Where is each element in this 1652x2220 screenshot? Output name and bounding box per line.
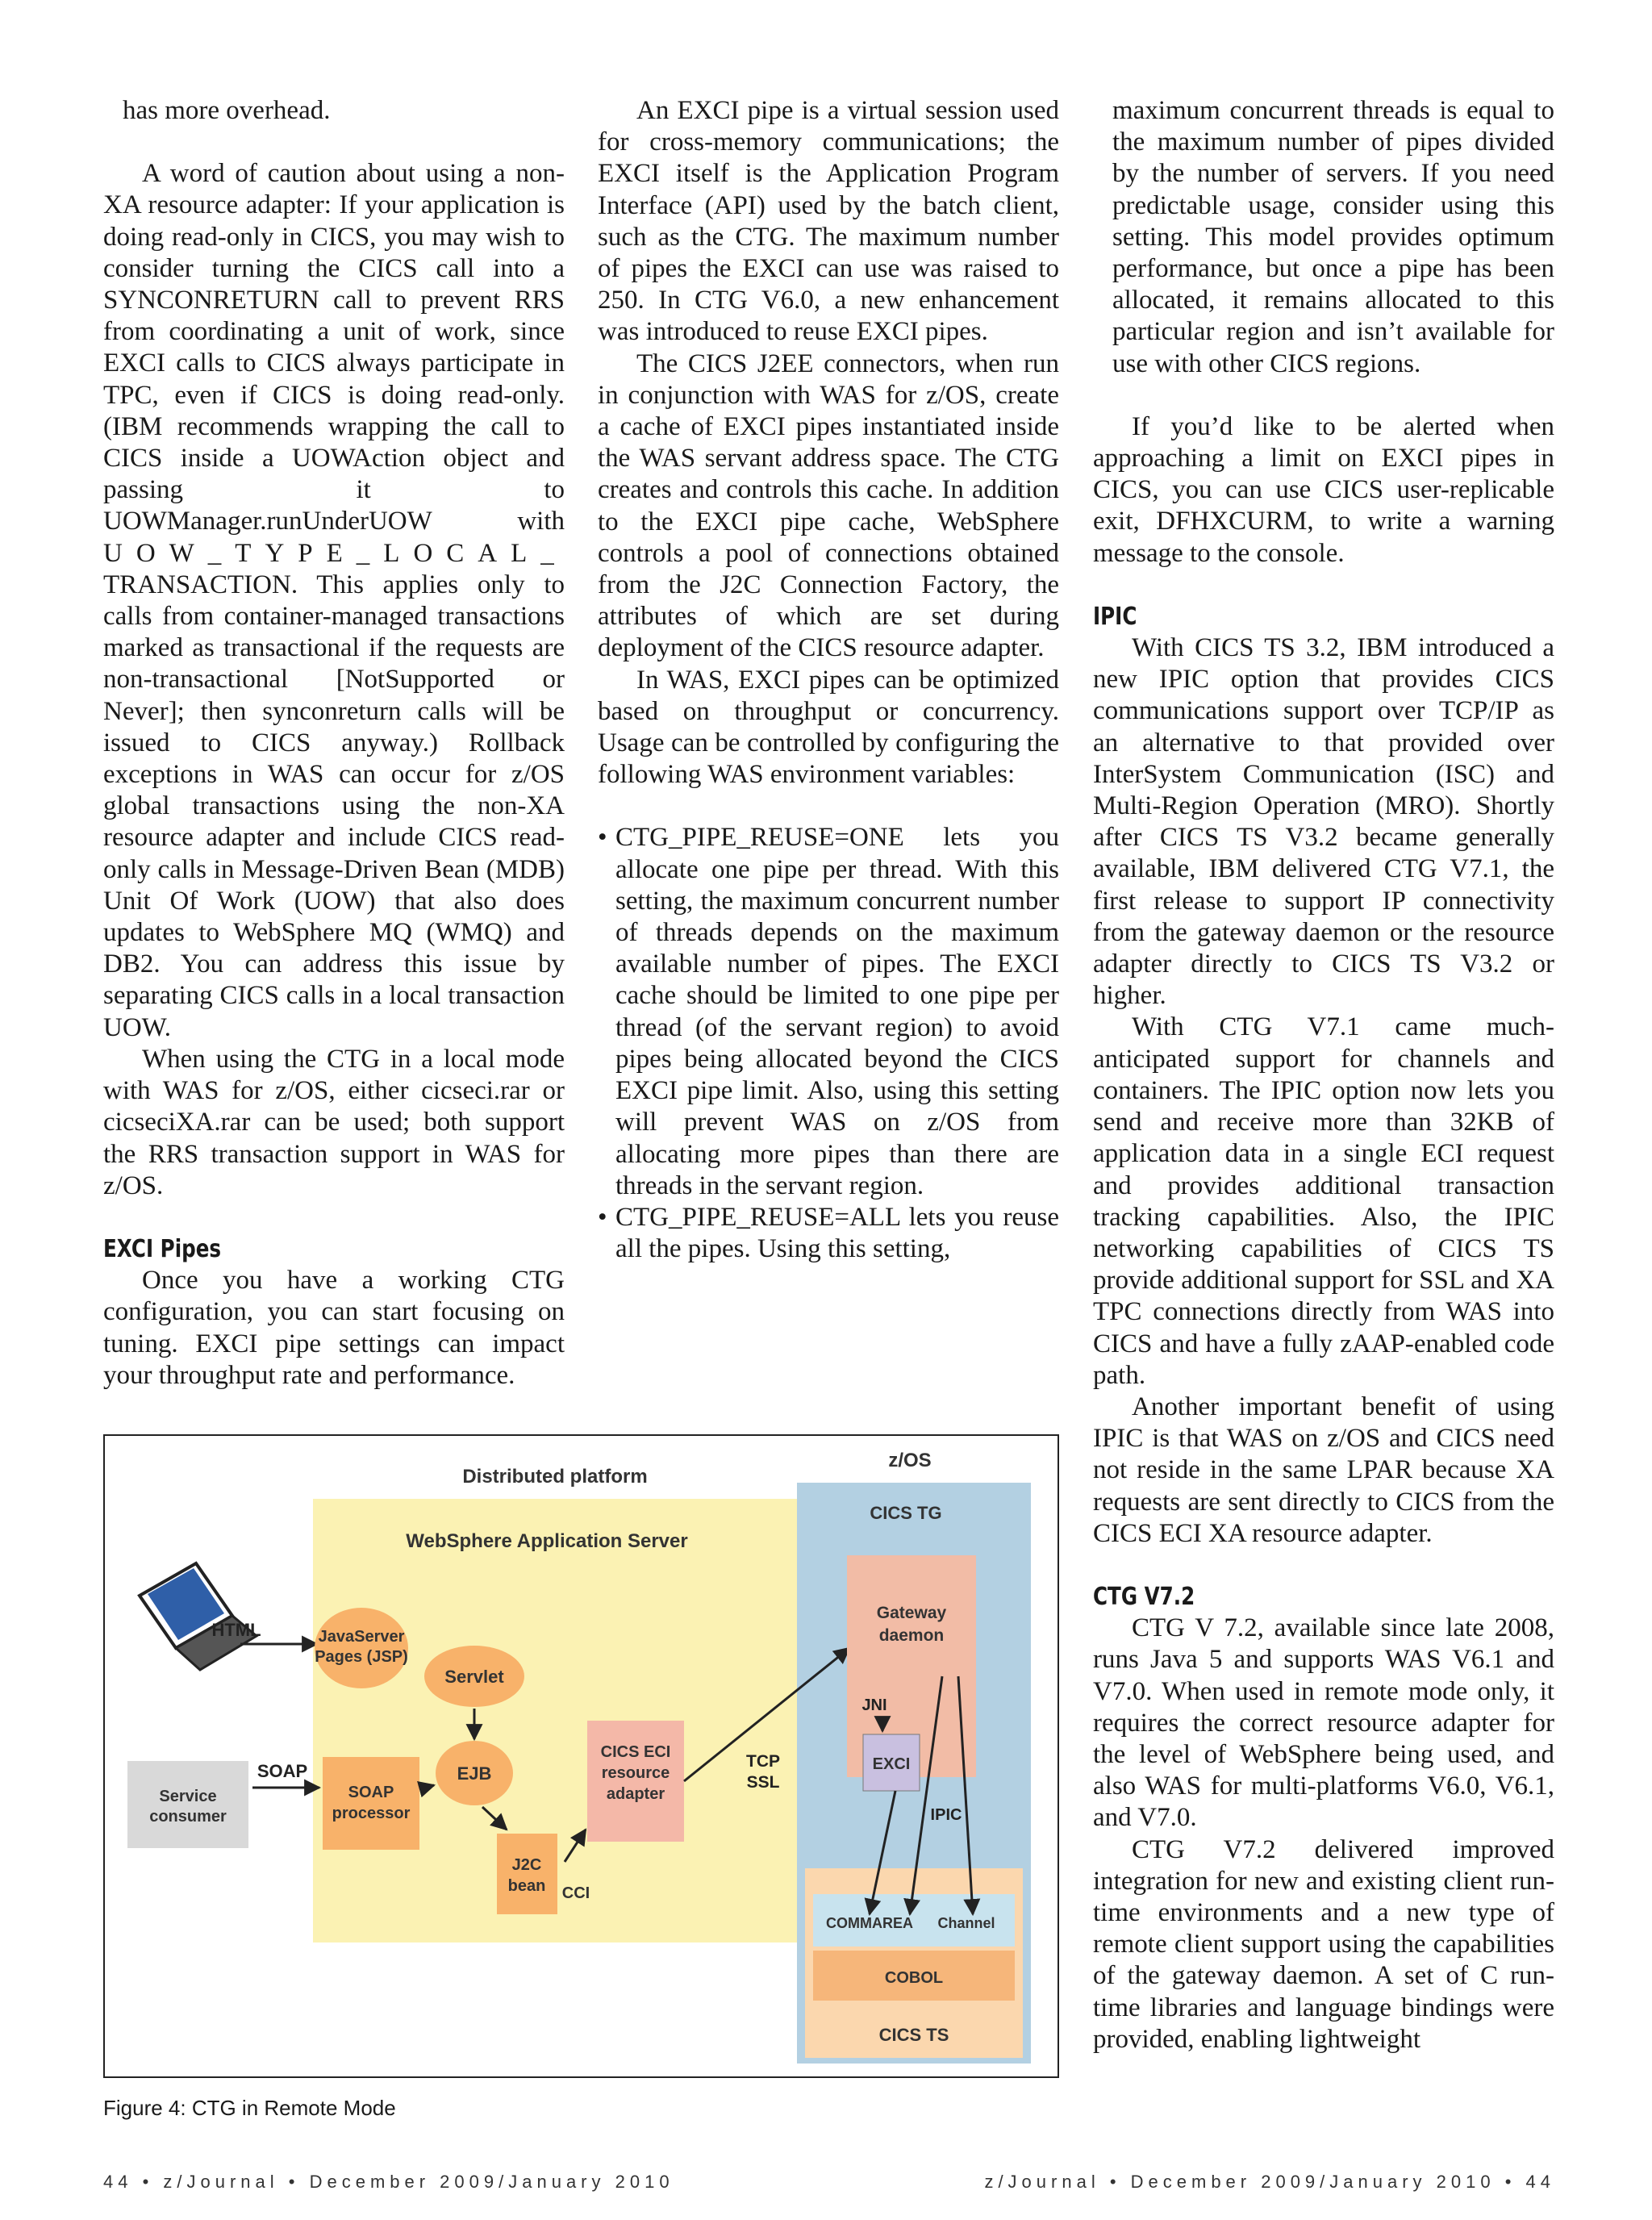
paragraph: When using the CTG in a local mode with WAS for z/OS, either cicseci.rar or cicseciXA.rar can be used; both support the RRS transaction support in WAS for z/OS.	[103, 1044, 565, 1200]
footer-left: 44 • z/Journal • December 2009/January 2010	[103, 2172, 674, 2192]
jni-label: JNI	[861, 1696, 887, 1714]
paragraph-text: A word of caution about using a non-XA resource adapter: If your application is doing read-only in CICS, you may wish to consider turning the CICS call into a SYNCONRETURN call to prevent RRS from coordinating a unit of work, since EXCI calls to CICS always participate in TPC, even if CICS is doing read-only. (IBM recommends wrapping the call to CICS inside a UOWAction object and passing it to UOWManager.runUnderUOW with	[103, 159, 565, 536]
soap-processor-line1: SOAP	[348, 1784, 394, 1801]
text-column-1	[103, 95, 568, 1392]
paragraph: The CICS J2EE connectors, when run in conjunction with WAS for z/OS, create a cache of EXCI pipes instantiated inside the WAS servant address space. The CTG creates and controls this cache. In addition to the EXCI pipe cache, WebSphere controls a pool of connections obtained from the J2C Connection Factory, the attributes of which are set during deployment of the CICS resource adapter.	[598, 348, 1059, 663]
list-item: • CTG_PIPE_REUSE=ONE lets you allocate one pipe per thread. With this setting, the maximum concurrent number of threads depends on the maximum available number of pipes. The EXCI cache should be limited to one pipe per thread (of the servant region) to avoid pipes being allocated beyond the CICS EXCI pipe limit. Also, using this setting will prevent WAS on z/OS from allocating more pipes than there are threads in the servant region.	[598, 822, 1059, 1201]
section-heading-ctg-v72: CTG V7.2	[1093, 1582, 1195, 1611]
paragraph	[103, 158, 568, 1044]
paragraph-text: UOW_TYPE_LOCAL_	[103, 538, 568, 568]
gateway-line1: Gateway	[876, 1604, 947, 1622]
paragraph: CTG V 7.2, available since late 2008, runs Java 5 and supports WAS V6.1 and V7.0. When used in remote mode only, it requires the correct resource adapter for the level of WebSphere being used, and also WAS for multi-platforms V6.0, V6.1, and V7.0.	[1093, 1613, 1554, 1833]
j2c-line1: J2C	[511, 1856, 542, 1874]
html-label: HTML	[211, 1620, 261, 1640]
architecture-diagram	[103, 1434, 1059, 2078]
figure-caption: Figure 4: CTG in Remote Mode	[103, 2096, 396, 2120]
cci-label: CCI	[561, 1884, 590, 1902]
paragraph: has more overhead.	[123, 96, 331, 125]
paragraph: Once you have a working CTG configuration, you can start focusing on tuning. EXCI pipe settings can impact your throughput rate and performance.	[103, 1266, 565, 1390]
websphere-region	[313, 1499, 845, 1942]
footer-right: z/Journal • December 2009/January 2010 • 44	[984, 2172, 1555, 2192]
channel-label: Channel	[937, 1915, 995, 1931]
ipic-label: IPIC	[930, 1806, 962, 1824]
soap-processor-line2: processor	[332, 1805, 411, 1822]
paragraph: An EXCI pipe is a virtual session used for cross-memory communications; the EXCI itself is the Application Program Interface (API) used by the batch client, such as the CTG. The maximum number of pipes the EXCI can use was raised to 250. In CTG V6.0, a new enhancement was introduced to reuse EXCI pipes.	[598, 96, 1059, 347]
text-column-3	[1093, 95, 1554, 2055]
service-consumer-line1: Service	[159, 1788, 217, 1805]
ejb-label: EJB	[457, 1763, 492, 1784]
section-heading-ipic: IPIC	[1093, 602, 1137, 631]
paragraph: maximum concurrent threads is equal to the maximum number of pipes divided by the number of servers. If you need predictable usage, consider using this setting. This model provides optimum performance, but once a pipe has been allocated, it remains allocated to this particular region and isn’t available for use with other CICS regions.	[1112, 96, 1554, 378]
paragraph: In WAS, EXCI pipes can be optimized based on throughput or concurrency. Usage can be controlled by configuring the following WAS environment variables:	[598, 665, 1059, 790]
was-label: WebSphere Application Server	[406, 1530, 688, 1552]
j2c-bean-node	[497, 1834, 557, 1914]
cobol-label: COBOL	[884, 1969, 944, 1987]
paragraph: With CTG V7.1 came much-anticipated support for channels and containers. The IPIC option now lets you send and receive more than 32KB of application data in a single ECI request and provides additional transaction tracking capabilities. Also, the IPIC networking capabilities of CICS TS provide additional support for SSL and XA TPC connections directly from WAS into CICS and have a fully zAAP-enabled code path.	[1093, 1012, 1554, 1390]
jsp-label-line2: Pages (JSP)	[315, 1648, 408, 1666]
tcp-label: TCP	[746, 1752, 780, 1771]
servlet-label: Servlet	[444, 1667, 504, 1687]
commarea-label: COMMAREA	[826, 1915, 913, 1931]
j2c-line2: bean	[507, 1877, 546, 1895]
cics-tg-label: CICS TG	[870, 1503, 942, 1523]
soap-processor-node	[323, 1757, 419, 1850]
cics-eci-line1: CICS ECI	[600, 1743, 671, 1761]
cics-ts-label: CICS TS	[878, 2025, 949, 2045]
bullet-list	[598, 822, 1059, 1265]
paragraph: If you’d like to be alerted when approaching a limit on EXCI pipes in CICS, you can use CICS user-replicable exit, DFHXCURM, to write a warning message to the console.	[1093, 411, 1554, 568]
jsp-label-line1: JavaServer	[318, 1628, 405, 1646]
soap-label: SOAP	[257, 1761, 308, 1781]
section-heading-exci-pipes: EXCI Pipes	[103, 1234, 222, 1263]
distributed-platform-label: Distributed platform	[462, 1466, 648, 1488]
paragraph-text: TRANSACTION. This applies only to calls from container-managed transactions marked as transactional if the requests are non-transactional [NotSupported or Never]; then synconreturn calls will be issued to CICS anyway.) Rollback exceptions in WAS can occur for z/OS global transactions using the non-XA resource adapter and include CICS read-only calls in Message-Driven Bean (MDB) Unit Of Work (UOW) that also does updates to WebSphere MQ (WMQ) and DB2. You can address this issue by separating CICS calls in a local transaction UOW.	[103, 570, 565, 1042]
paragraph: CTG V7.2 delivered improved integration for new and existing client run-time environments and a new type of remote client support using the capabilities of the gateway daemon. A set of C run-time libraries and language bindings were provided, enabling lightweight	[1093, 1834, 1554, 2054]
paragraph: Another important benefit of using IPIC is that WAS on z/OS and CICS need not reside in the same LPAR because XA requests are sent directly to CICS from the CICS ECI XA resource adapter.	[1093, 1392, 1554, 1548]
paragraph: With CICS TS 3.2, IBM introduced a new IPIC option that provides CICS communications support over TCP/IP as an alternative to that provided over InterSystem Communication (ISC) and Multi-Region Operation (MRO). Shortly after CICS TS V3.2 became generally available, IBM delivered CTG V7.1, the first release to support IP connectivity from the gateway daemon or the resource adapter directly to CICS TS V3.2 or higher.	[1093, 633, 1554, 1011]
text-column-2	[598, 95, 1059, 1265]
cics-eci-line2: resource	[601, 1764, 670, 1782]
figure-ctg-remote-mode	[103, 1434, 1059, 2078]
gateway-line2: daemon	[878, 1626, 945, 1645]
list-item: • CTG_PIPE_REUSE=ALL lets you reuse all the pipes. Using this setting,	[598, 1202, 1059, 1265]
service-consumer-line2: consumer	[149, 1808, 227, 1826]
zos-label: z/OS	[888, 1450, 932, 1471]
cics-eci-line3: adapter	[606, 1785, 665, 1803]
ssl-label: SSL	[746, 1773, 780, 1792]
exci-label: EXCI	[872, 1755, 911, 1773]
